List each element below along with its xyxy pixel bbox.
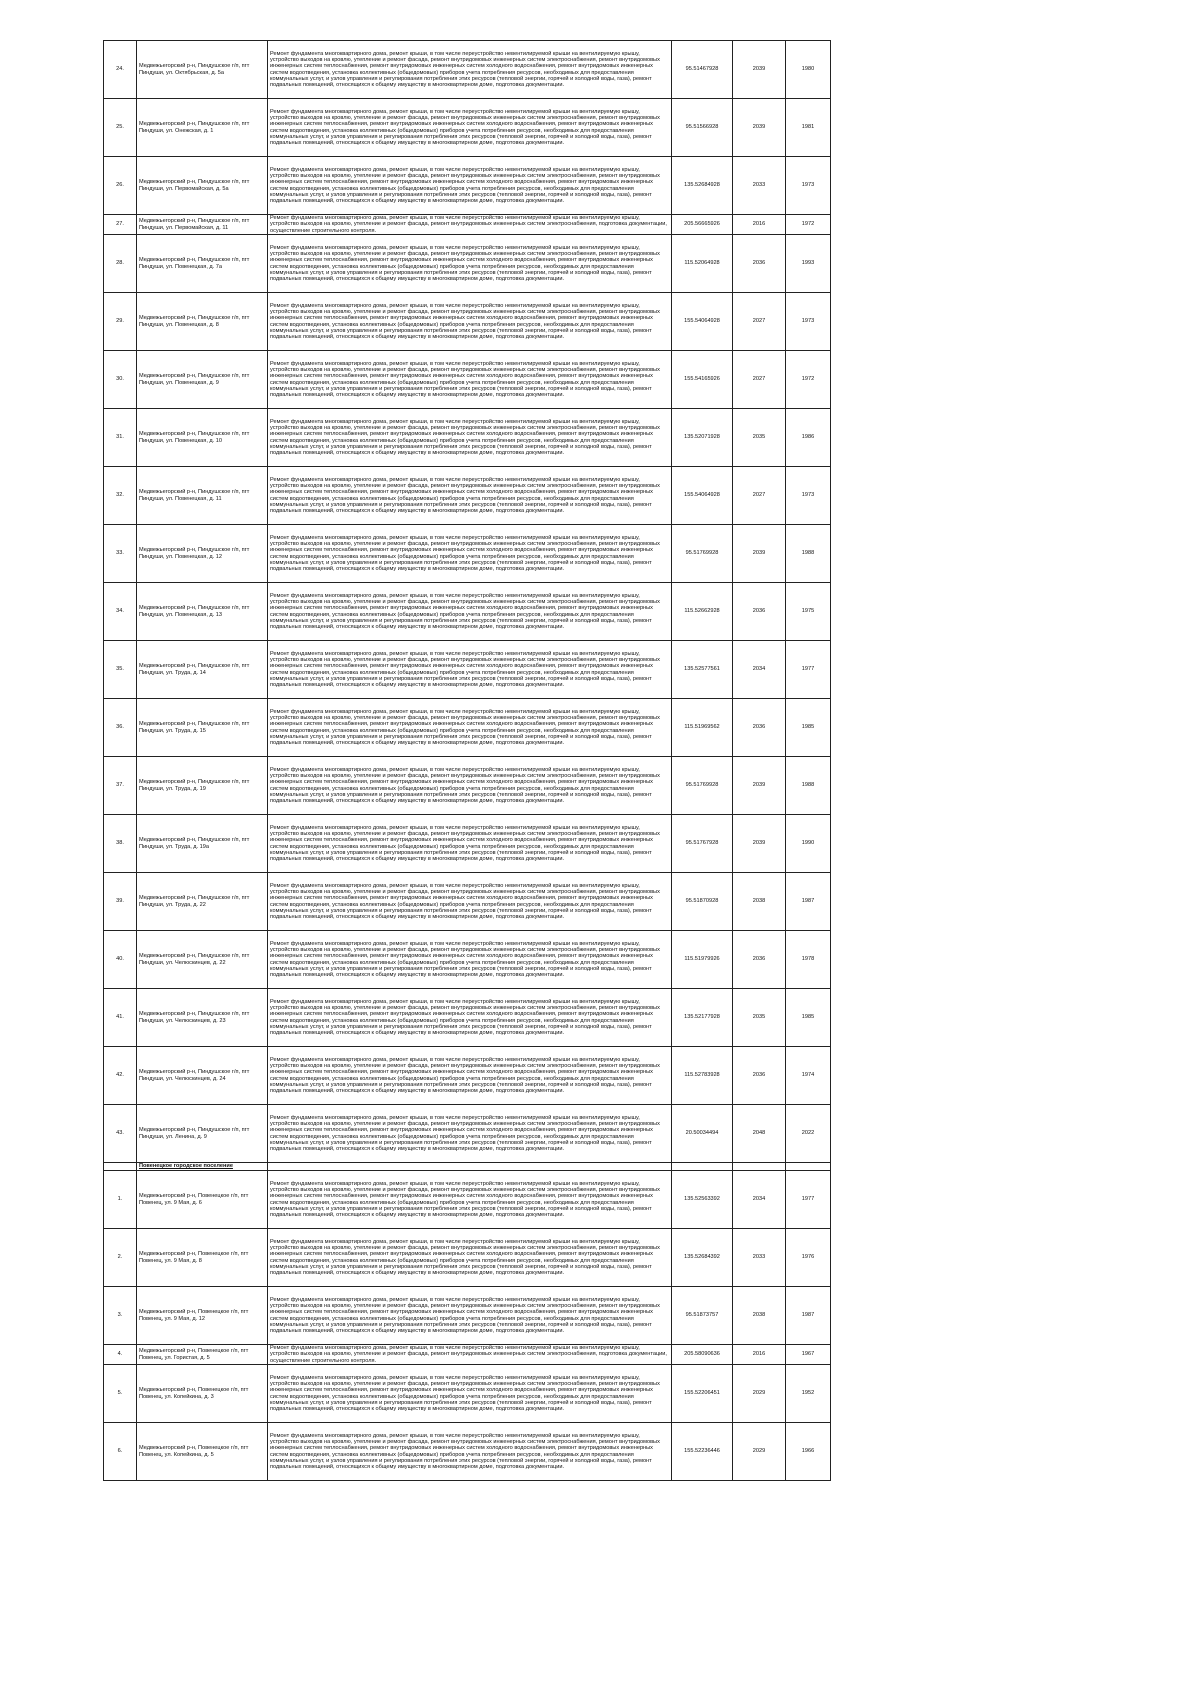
row-cost: 115.51979926 (672, 931, 733, 989)
row-work-description (268, 583, 672, 641)
row-address: Медвежьегорский р-н, Пиндушское г/п, пгт Пиндуши, ул. Первомайская, д. 11 (137, 215, 268, 235)
row-built-year: 1973 (786, 467, 831, 525)
row-plan-year: 2039 (733, 41, 786, 99)
row-work-description (268, 1423, 672, 1481)
row-number: 33. (104, 525, 137, 583)
row-built-year: 1972 (786, 215, 831, 235)
row-cost: 95.51767928 (672, 815, 733, 873)
row-number: 40. (104, 931, 137, 989)
row-address: Медвежьегорский р-н, Пиндушское г/п, пгт Пиндуши, ул. Повенецкая, д. 9 (137, 351, 268, 409)
row-built-year: 1993 (786, 235, 831, 293)
work-text: Ремонт фундамента многоквартирного дома, ремонт крыши, в том числе переустройство невентилируемой крыши на вентилируемую крышу, устройство выходов на кровлю, утепление и ремонт фасада, ремонт внутридомовых инженерных систем электроснабжения, ремонт внутридомовых инженерных систем теплоснабжения, ремонт внутридомовых инженерных систем холодного водоснабжения, ремонт внутридомовых инженерных систем водоотведения, установка коллективных (общедомовых) приборов учета потребления ресурсов, необходимых для предоставления коммунальных услуг, и узлов управления и регулирования потребления этих ресурсов (тепловой энергии, горячей и холодной воды, газа), ремонт подвальных помещений, относящихся к общему имуществу в многоквартирном доме, подготовка документации. (270, 593, 660, 630)
row-address: Медвежьегорский р-н, Пиндушское г/п, пгт Пиндуши, ул. Первомайская, д. 5а (137, 157, 268, 215)
work-text: Ремонт фундамента многоквартирного дома, ремонт крыши, в том числе переустройство невентилируемой крыши на вентилируемую крышу, устройство выходов на кровлю, утепление и ремонт фасада, ремонт внутридомовых инженерных систем электроснабжения, ремонт внутридомовых инженерных систем теплоснабжения, ремонт внутридомовых инженерных систем холодного водоснабжения, ремонт внутридомовых инженерных систем водоотведения, установка коллективных (общедомовых) приборов учета потребления ресурсов, необходимых для предоставления коммунальных услуг, и узлов управления и регулирования потребления этих ресурсов (тепловой энергии, горячей и холодной воды, газа), ремонт подвальных помещений, относящихся к общему имуществу в многоквартирном доме, подготовка документации. (270, 167, 660, 204)
row-number: 2. (104, 1229, 137, 1287)
row-number: 5. (104, 1365, 137, 1423)
row-plan-year: 2027 (733, 467, 786, 525)
row-cost: 115.52662928 (672, 583, 733, 641)
row-number: 37. (104, 757, 137, 815)
section-header (104, 1163, 831, 1171)
row-address: Медвежьегорский р-н, Пиндушское г/п, пгт Пиндуши, ул. Повенецкая, д. 8 (137, 293, 268, 351)
row-built-year: 1987 (786, 1287, 831, 1345)
row-plan-year: 2016 (733, 1345, 786, 1365)
row-plan-year: 2038 (733, 873, 786, 931)
row-number: 38. (104, 815, 137, 873)
row-built-year: 1978 (786, 931, 831, 989)
work-text: Ремонт фундамента многоквартирного дома, ремонт крыши, в том числе переустройство невентилируемой крыши на вентилируемую крышу, устройство выходов на кровлю, утепление и ремонт фасада, ремонт внутридомовых инженерных систем электроснабжения, подготовка документации, осуществление строительного контроля. (270, 1345, 667, 1364)
row-work-description (268, 1047, 672, 1105)
work-text: Ремонт фундамента многоквартирного дома, ремонт крыши, в том числе переустройство невентилируемой крыши на вентилируемую крышу, устройство выходов на кровлю, утепление и ремонт фасада, ремонт внутридомовых инженерных систем электроснабжения, ремонт внутридомовых инженерных систем теплоснабжения, ремонт внутридомовых инженерных систем холодного водоснабжения, ремонт внутридомовых инженерных систем водоотведения, установка коллективных (общедомовых) приборов учета потребления ресурсов, необходимых для предоставления коммунальных услуг, и узлов управления и регулирования потребления этих ресурсов (тепловой энергии, горячей и холодной воды, газа), ремонт подвальных помещений, относящихся к общему имуществу в многоквартирном доме, подготовка документации. (270, 825, 660, 862)
row-plan-year: 2034 (733, 641, 786, 699)
row-built-year: 1985 (786, 989, 831, 1047)
table-row (104, 1229, 831, 1287)
row-number: 4. (104, 1345, 137, 1365)
table-row (104, 467, 831, 525)
row-work-description (268, 1345, 672, 1365)
row-built-year: 1987 (786, 873, 831, 931)
row-number: 41. (104, 989, 137, 1047)
row-work-description (268, 1365, 672, 1423)
row-number: 30. (104, 351, 137, 409)
table-row (104, 1047, 831, 1105)
row-cost: 95.51769928 (672, 525, 733, 583)
row-number: 27. (104, 215, 137, 235)
row-cost: 155.54064928 (672, 467, 733, 525)
row-work-description (268, 641, 672, 699)
row-work-description (268, 235, 672, 293)
row-work-description (268, 215, 672, 235)
row-plan-year: 2036 (733, 931, 786, 989)
row-cost: 135.52684928 (672, 157, 733, 215)
table-row (104, 525, 831, 583)
row-number: 43. (104, 1105, 137, 1163)
work-text: Ремонт фундамента многоквартирного дома, ремонт крыши, в том числе переустройство невентилируемой крыши на вентилируемую крышу, устройство выходов на кровлю, утепление и ремонт фасада, ремонт внутридомовых инженерных систем электроснабжения, ремонт внутридомовых инженерных систем теплоснабжения, ремонт внутридомовых инженерных систем холодного водоснабжения, ремонт внутридомовых инженерных систем водоотведения, установка коллективных (общедомовых) приборов учета потребления ресурсов, необходимых для предоставления коммунальных услуг, и узлов управления и регулирования потребления этих ресурсов (тепловой энергии, горячей и холодной воды, газа), ремонт подвальных помещений, относящихся к общему имуществу в многоквартирном доме, подготовка документации. (270, 1375, 660, 1412)
table-row (104, 1365, 831, 1423)
row-number: 24. (104, 41, 137, 99)
table-row (104, 1105, 831, 1163)
row-built-year: 1973 (786, 157, 831, 215)
work-text: Ремонт фундамента многоквартирного дома, ремонт крыши, в том числе переустройство невентилируемой крыши на вентилируемую крышу, устройство выходов на кровлю, утепление и ремонт фасада, ремонт внутридомовых инженерных систем электроснабжения, ремонт внутридомовых инженерных систем теплоснабжения, ремонт внутридомовых инженерных систем холодного водоснабжения, ремонт внутридомовых инженерных систем водоотведения, установка коллективных (общедомовых) приборов учета потребления ресурсов, необходимых для предоставления коммунальных услуг, и узлов управления и регулирования потребления этих ресурсов (тепловой энергии, горячей и холодной воды, газа), ремонт подвальных помещений, относящихся к общему имуществу в многоквартирном доме, подготовка документации. (270, 1181, 660, 1218)
row-built-year: 1976 (786, 1229, 831, 1287)
row-address: Медвежьегорский р-н, Пиндушское г/п, пгт Пиндуши, ул. Повенецкая, д. 13 (137, 583, 268, 641)
row-cost: 135.52684392 (672, 1229, 733, 1287)
row-cost: 95.51769928 (672, 757, 733, 815)
row-work-description (268, 351, 672, 409)
row-number: 36. (104, 699, 137, 757)
row-plan-year: 2033 (733, 157, 786, 215)
row-work-description (268, 931, 672, 989)
row-work-description (268, 699, 672, 757)
row-cost: 205.58090636 (672, 1345, 733, 1365)
table-row (104, 351, 831, 409)
row-address: Медвежьегорский р-н, Повенецкое г/п, пгт Повенец, ул. Копейкина, д. 5 (137, 1423, 268, 1481)
row-number: 3. (104, 1287, 137, 1345)
row-plan-year: 2035 (733, 989, 786, 1047)
row-cost: 115.51969562 (672, 699, 733, 757)
work-text: Ремонт фундамента многоквартирного дома, ремонт крыши, в том числе переустройство невентилируемой крыши на вентилируемую крышу, устройство выходов на кровлю, утепление и ремонт фасада, ремонт внутридомовых инженерных систем электроснабжения, ремонт внутридомовых инженерных систем теплоснабжения, ремонт внутридомовых инженерных систем холодного водоснабжения, ремонт внутридомовых инженерных систем водоотведения, установка коллективных (общедомовых) приборов учета потребления ресурсов, необходимых для предоставления коммунальных услуг, и узлов управления и регулирования потребления этих ресурсов (тепловой энергии, горячей и холодной воды, газа), ремонт подвальных помещений, относящихся к общему имуществу в многоквартирном доме, подготовка документации. (270, 709, 660, 746)
section-plan-cell (733, 1163, 786, 1171)
table-row (104, 157, 831, 215)
table-row (104, 757, 831, 815)
row-plan-year: 2039 (733, 815, 786, 873)
row-built-year: 2022 (786, 1105, 831, 1163)
row-number: 31. (104, 409, 137, 467)
row-address: Медвежьегорский р-н, Повенецкое г/п, пгт Повенец, ул. 9 Мая, д. 12 (137, 1287, 268, 1345)
row-work-description (268, 409, 672, 467)
work-text: Ремонт фундамента многоквартирного дома, ремонт крыши, в том числе переустройство невентилируемой крыши на вентилируемую крышу, устройство выходов на кровлю, утепление и ремонт фасада, ремонт внутридомовых инженерных систем электроснабжения, ремонт внутридомовых инженерных систем теплоснабжения, ремонт внутридомовых инженерных систем холодного водоснабжения, ремонт внутридомовых инженерных систем водоотведения, установка коллективных (общедомовых) приборов учета потребления ресурсов, необходимых для предоставления коммунальных услуг, и узлов управления и регулирования потребления этих ресурсов (тепловой энергии, горячей и холодной воды, газа), ремонт подвальных помещений, относящихся к общему имуществу в многоквартирном доме, подготовка документации. (270, 883, 660, 920)
row-number: 29. (104, 293, 137, 351)
work-text: Ремонт фундамента многоквартирного дома, ремонт крыши, в том числе переустройство невентилируемой крыши на вентилируемую крышу, устройство выходов на кровлю, утепление и ремонт фасада, ремонт внутридомовых инженерных систем электроснабжения, ремонт внутридомовых инженерных систем теплоснабжения, ремонт внутридомовых инженерных систем холодного водоснабжения, ремонт внутридомовых инженерных систем водоотведения, установка коллективных (общедомовых) приборов учета потребления ресурсов, необходимых для предоставления коммунальных услуг, и узлов управления и регулирования потребления этих ресурсов (тепловой энергии, горячей и холодной воды, газа), ремонт подвальных помещений, относящихся к общему имуществу в многоквартирном доме, подготовка документации. (270, 109, 660, 146)
row-plan-year: 2039 (733, 525, 786, 583)
row-plan-year: 2027 (733, 293, 786, 351)
row-built-year: 1988 (786, 525, 831, 583)
section-cost-cell (672, 1163, 733, 1171)
row-cost: 155.54064928 (672, 293, 733, 351)
work-text: Ремонт фундамента многоквартирного дома, ремонт крыши, в том числе переустройство невентилируемой крыши на вентилируемую крышу, устройство выходов на кровлю, утепление и ремонт фасада, ремонт внутридомовых инженерных систем электроснабжения, ремонт внутридомовых инженерных систем теплоснабжения, ремонт внутридомовых инженерных систем холодного водоснабжения, ремонт внутридомовых инженерных систем водоотведения, установка коллективных (общедомовых) приборов учета потребления ресурсов, необходимых для предоставления коммунальных услуг, и узлов управления и регулирования потребления этих ресурсов (тепловой энергии, горячей и холодной воды, газа), ремонт подвальных помещений, относящихся к общему имуществу в многоквартирном доме, подготовка документации. (270, 245, 660, 282)
row-cost: 135.52177928 (672, 989, 733, 1047)
row-number: 32. (104, 467, 137, 525)
table-row (104, 699, 831, 757)
row-plan-year: 2035 (733, 409, 786, 467)
row-built-year: 1973 (786, 293, 831, 351)
table-row (104, 99, 831, 157)
row-work-description (268, 757, 672, 815)
work-text: Ремонт фундамента многоквартирного дома, ремонт крыши, в том числе переустройство невентилируемой крыши на вентилируемую крышу, устройство выходов на кровлю, утепление и ремонт фасада, ремонт внутридомовых инженерных систем электроснабжения, ремонт внутридомовых инженерных систем теплоснабжения, ремонт внутридомовых инженерных систем холодного водоснабжения, ремонт внутридомовых инженерных систем водоотведения, установка коллективных (общедомовых) приборов учета потребления ресурсов, необходимых для предоставления коммунальных услуг, и узлов управления и регулирования потребления этих ресурсов (тепловой энергии, горячей и холодной воды, газа), ремонт подвальных помещений, относящихся к общему имуществу в многоквартирном доме, подготовка документации. (270, 767, 660, 804)
row-address: Медвежьегорский р-н, Пиндушское г/п, пгт Пиндуши, ул. Труда, д. 19 (137, 757, 268, 815)
work-text: Ремонт фундамента многоквартирного дома, ремонт крыши, в том числе переустройство невентилируемой крыши на вентилируемую крышу, устройство выходов на кровлю, утепление и ремонт фасада, ремонт внутридомовых инженерных систем электроснабжения, ремонт внутридомовых инженерных систем теплоснабжения, ремонт внутридомовых инженерных систем холодного водоснабжения, ремонт внутридомовых инженерных систем водоотведения, установка коллективных (общедомовых) приборов учета потребления ресурсов, необходимых для предоставления коммунальных услуг, и узлов управления и регулирования потребления этих ресурсов (тепловой энергии, горячей и холодной воды, газа), ремонт подвальных помещений, относящихся к общему имуществу в многоквартирном доме, подготовка документации. (270, 303, 660, 340)
work-text: Ремонт фундамента многоквартирного дома, ремонт крыши, в том числе переустройство невентилируемой крыши на вентилируемую крышу, устройство выходов на кровлю, утепление и ремонт фасада, ремонт внутридомовых инженерных систем электроснабжения, ремонт внутридомовых инженерных систем теплоснабжения, ремонт внутридомовых инженерных систем холодного водоснабжения, ремонт внутридомовых инженерных систем водоотведения, установка коллективных (общедомовых) приборов учета потребления ресурсов, необходимых для предоставления коммунальных услуг, и узлов управления и регулирования потребления этих ресурсов (тепловой энергии, горячей и холодной воды, газа), ремонт подвальных помещений, относящихся к общему имуществу в многоквартирном доме, подготовка документации. (270, 651, 660, 688)
row-number: 42. (104, 1047, 137, 1105)
row-number: 39. (104, 873, 137, 931)
work-text: Ремонт фундамента многоквартирного дома, ремонт крыши, в том числе переустройство невентилируемой крыши на вентилируемую крышу, устройство выходов на кровлю, утепление и ремонт фасада, ремонт внутридомовых инженерных систем электроснабжения, ремонт внутридомовых инженерных систем теплоснабжения, ремонт внутридомовых инженерных систем холодного водоснабжения, ремонт внутридомовых инженерных систем водоотведения, установка коллективных (общедомовых) приборов учета потребления ресурсов, необходимых для предоставления коммунальных услуг, и узлов управления и регулирования потребления этих ресурсов (тепловой энергии, горячей и холодной воды, газа), ремонт подвальных помещений, относящихся к общему имуществу в многоквартирном доме, подготовка документации. (270, 1115, 660, 1152)
row-cost: 135.52563392 (672, 1171, 733, 1229)
row-built-year: 1952 (786, 1365, 831, 1423)
table-row (104, 583, 831, 641)
row-work-description (268, 1105, 672, 1163)
work-text: Ремонт фундамента многоквартирного дома, ремонт крыши, в том числе переустройство невентилируемой крыши на вентилируемую крышу, устройство выходов на кровлю, утепление и ремонт фасада, ремонт внутридомовых инженерных систем электроснабжения, ремонт внутридомовых инженерных систем теплоснабжения, ремонт внутридомовых инженерных систем холодного водоснабжения, ремонт внутридомовых инженерных систем водоотведения, установка коллективных (общедомовых) приборов учета потребления ресурсов, необходимых для предоставления коммунальных услуг, и узлов управления и регулирования потребления этих ресурсов (тепловой энергии, горячей и холодной воды, газа), ремонт подвальных помещений, относящихся к общему имуществу в многоквартирном доме, подготовка документации. (270, 535, 660, 572)
table-row (104, 873, 831, 931)
table-row (104, 989, 831, 1047)
capital-repair-table (103, 40, 831, 1481)
row-address: Медвежьегорский р-н, Пиндушское г/п, пгт Пиндуши, ул. Труда, д. 22 (137, 873, 268, 931)
row-built-year: 1967 (786, 1345, 831, 1365)
table-row (104, 1171, 831, 1229)
row-work-description (268, 1287, 672, 1345)
row-cost: 95.51873757 (672, 1287, 733, 1345)
section-num-cell (104, 1163, 137, 1171)
row-built-year: 1974 (786, 1047, 831, 1105)
table-row (104, 931, 831, 989)
row-work-description (268, 1229, 672, 1287)
row-address: Медвежьегорский р-н, Пиндушское г/п, пгт Пиндуши, ул. Труда, д. 19а (137, 815, 268, 873)
section-work-cell (268, 1163, 672, 1171)
row-built-year: 1988 (786, 757, 831, 815)
table-row (104, 1287, 831, 1345)
row-built-year: 1972 (786, 351, 831, 409)
row-built-year: 1966 (786, 1423, 831, 1481)
row-address: Медвежьегорский р-н, Пиндушское г/п, пгт Пиндуши, ул. Труда, д. 15 (137, 699, 268, 757)
row-cost: 95.51870928 (672, 873, 733, 931)
row-plan-year: 2036 (733, 1047, 786, 1105)
row-work-description (268, 99, 672, 157)
row-address: Медвежьегорский р-н, Пиндушское г/п, пгт Пиндуши, ул. Онежская, д. 1 (137, 99, 268, 157)
table-row (104, 215, 831, 235)
row-built-year: 1980 (786, 41, 831, 99)
section-row (104, 1163, 831, 1171)
work-text: Ремонт фундамента многоквартирного дома, ремонт крыши, в том числе переустройство невентилируемой крыши на вентилируемую крышу, устройство выходов на кровлю, утепление и ремонт фасада, ремонт внутридомовых инженерных систем электроснабжения, ремонт внутридомовых инженерных систем теплоснабжения, ремонт внутридомовых инженерных систем холодного водоснабжения, ремонт внутридомовых инженерных систем водоотведения, установка коллективных (общедомовых) приборов учета потребления ресурсов, необходимых для предоставления коммунальных услуг, и узлов управления и регулирования потребления этих ресурсов (тепловой энергии, горячей и холодной воды, газа), ремонт подвальных помещений, относящихся к общему имуществу в многоквартирном доме, подготовка документации. (270, 361, 660, 398)
table-row (104, 409, 831, 467)
row-number: 35. (104, 641, 137, 699)
row-plan-year: 2039 (733, 99, 786, 157)
table-row (104, 1345, 831, 1365)
row-cost: 155.52236446 (672, 1423, 733, 1481)
row-address: Медвежьегорский р-н, Пиндушское г/п, пгт Пиндуши, ул. Челюскинцев, д. 24 (137, 1047, 268, 1105)
row-plan-year: 2029 (733, 1365, 786, 1423)
work-text: Ремонт фундамента многоквартирного дома, ремонт крыши, в том числе переустройство невентилируемой крыши на вентилируемую крышу, устройство выходов на кровлю, утепление и ремонт фасада, ремонт внутридомовых инженерных систем электроснабжения, ремонт внутридомовых инженерных систем теплоснабжения, ремонт внутридомовых инженерных систем холодного водоснабжения, ремонт внутридомовых инженерных систем водоотведения, установка коллективных (общедомовых) приборов учета потребления ресурсов, необходимых для предоставления коммунальных услуг, и узлов управления и регулирования потребления этих ресурсов (тепловой энергии, горячей и холодной воды, газа), ремонт подвальных помещений, относящихся к общему имуществу в многоквартирном доме, подготовка документации. (270, 51, 660, 88)
row-work-description (268, 1171, 672, 1229)
row-built-year: 1977 (786, 1171, 831, 1229)
row-built-year: 1990 (786, 815, 831, 873)
row-work-description (268, 525, 672, 583)
row-work-description (268, 873, 672, 931)
row-plan-year: 2039 (733, 757, 786, 815)
row-work-description (268, 293, 672, 351)
section-built-cell (786, 1163, 831, 1171)
row-cost: 205.56665926 (672, 215, 733, 235)
work-text: Ремонт фундамента многоквартирного дома, ремонт крыши, в том числе переустройство невентилируемой крыши на вентилируемую крышу, устройство выходов на кровлю, утепление и ремонт фасада, ремонт внутридомовых инженерных систем электроснабжения, подготовка документации, осуществление строительного контроля. (270, 215, 667, 234)
row-built-year: 1986 (786, 409, 831, 467)
row-address: Медвежьегорский р-н, Пиндушское г/п, пгт Пиндуши, ул. Повенецкая, д. 10 (137, 409, 268, 467)
row-plan-year: 2048 (733, 1105, 786, 1163)
table-row (104, 293, 831, 351)
row-cost: 135.52071928 (672, 409, 733, 467)
row-address: Медвежьегорский р-н, Повенецкое г/п, пгт Повенец, ул. 9 Мая, д. 8 (137, 1229, 268, 1287)
row-address: Медвежьегорский р-н, Повенецкое г/п, пгт Повенец, ул. Гористая, д. 5 (137, 1345, 268, 1365)
row-plan-year: 2029 (733, 1423, 786, 1481)
row-work-description (268, 815, 672, 873)
row-plan-year: 2036 (733, 235, 786, 293)
work-text: Ремонт фундамента многоквартирного дома, ремонт крыши, в том числе переустройство невентилируемой крыши на вентилируемую крышу, устройство выходов на кровлю, утепление и ремонт фасада, ремонт внутридомовых инженерных систем электроснабжения, ремонт внутридомовых инженерных систем теплоснабжения, ремонт внутридомовых инженерных систем холодного водоснабжения, ремонт внутридомовых инженерных систем водоотведения, установка коллективных (общедомовых) приборов учета потребления ресурсов, необходимых для предоставления коммунальных услуг, и узлов управления и регулирования потребления этих ресурсов (тепловой энергии, горячей и холодной воды, газа), ремонт подвальных помещений, относящихся к общему имуществу в многоквартирном доме, подготовка документации. (270, 1297, 660, 1334)
row-plan-year: 2034 (733, 1171, 786, 1229)
row-cost: 95.51566928 (672, 99, 733, 157)
row-cost: 115.52064928 (672, 235, 733, 293)
row-built-year: 1981 (786, 99, 831, 157)
row-address: Медвежьегорский р-н, Пиндушское г/п, пгт Пиндуши, ул. Повенецкая, д. 12 (137, 525, 268, 583)
table-row (104, 41, 831, 99)
row-address: Медвежьегорский р-н, Пиндушское г/п, пгт Пиндуши, ул. Повенецкая, д. 11 (137, 467, 268, 525)
row-plan-year: 2016 (733, 215, 786, 235)
row-plan-year: 2036 (733, 583, 786, 641)
row-built-year: 1975 (786, 583, 831, 641)
work-text: Ремонт фундамента многоквартирного дома, ремонт крыши, в том числе переустройство невентилируемой крыши на вентилируемую крышу, устройство выходов на кровлю, утепление и ремонт фасада, ремонт внутридомовых инженерных систем электроснабжения, ремонт внутридомовых инженерных систем теплоснабжения, ремонт внутридомовых инженерных систем холодного водоснабжения, ремонт внутридомовых инженерных систем водоотведения, установка коллективных (общедомовых) приборов учета потребления ресурсов, необходимых для предоставления коммунальных услуг, и узлов управления и регулирования потребления этих ресурсов (тепловой энергии, горячей и холодной воды, газа), ремонт подвальных помещений, относящихся к общему имуществу в многоквартирном доме, подготовка документации. (270, 1433, 660, 1470)
row-built-year: 1985 (786, 699, 831, 757)
work-text: Ремонт фундамента многоквартирного дома, ремонт крыши, в том числе переустройство невентилируемой крыши на вентилируемую крышу, устройство выходов на кровлю, утепление и ремонт фасада, ремонт внутридомовых инженерных систем электроснабжения, ремонт внутридомовых инженерных систем теплоснабжения, ремонт внутридомовых инженерных систем холодного водоснабжения, ремонт внутридомовых инженерных систем водоотведения, установка коллективных (общедомовых) приборов учета потребления ресурсов, необходимых для предоставления коммунальных услуг, и узлов управления и регулирования потребления этих ресурсов (тепловой энергии, горячей и холодной воды, газа), ремонт подвальных помещений, относящихся к общему имуществу в многоквартирном доме, подготовка документации. (270, 1057, 660, 1094)
table-row (104, 815, 831, 873)
row-number: 34. (104, 583, 137, 641)
row-number: 6. (104, 1423, 137, 1481)
section-title: Повенецкое городское поселение (137, 1163, 268, 1171)
work-text: Ремонт фундамента многоквартирного дома, ремонт крыши, в том числе переустройство невентилируемой крыши на вентилируемую крышу, устройство выходов на кровлю, утепление и ремонт фасада, ремонт внутридомовых инженерных систем электроснабжения, ремонт внутридомовых инженерных систем теплоснабжения, ремонт внутридомовых инженерных систем холодного водоснабжения, ремонт внутридомовых инженерных систем водоотведения, установка коллективных (общедомовых) приборов учета потребления ресурсов, необходимых для предоставления коммунальных услуг, и узлов управления и регулирования потребления этих ресурсов (тепловой энергии, горячей и холодной воды, газа), ремонт подвальных помещений, относящихся к общему имуществу в многоквартирном доме, подготовка документации. (270, 1239, 660, 1276)
work-text: Ремонт фундамента многоквартирного дома, ремонт крыши, в том числе переустройство невентилируемой крыши на вентилируемую крышу, устройство выходов на кровлю, утепление и ремонт фасада, ремонт внутридомовых инженерных систем электроснабжения, ремонт внутридомовых инженерных систем теплоснабжения, ремонт внутридомовых инженерных систем холодного водоснабжения, ремонт внутридомовых инженерных систем водоотведения, установка коллективных (общедомовых) приборов учета потребления ресурсов, необходимых для предоставления коммунальных услуг, и узлов управления и регулирования потребления этих ресурсов (тепловой энергии, горячей и холодной воды, газа), ремонт подвальных помещений, относящихся к общему имуществу в многоквартирном доме, подготовка документации. (270, 999, 660, 1036)
row-address: Медвежьегорский р-н, Пиндушское г/п, пгт Пиндуши, ул. Повенецкая, д. 7а (137, 235, 268, 293)
row-address: Медвежьегорский р-н, Повенецкое г/п, пгт Повенец, ул. 9 Мая, д. 6 (137, 1171, 268, 1229)
row-address: Медвежьегорский р-н, Повенецкое г/п, пгт Повенец, ул. Копейкина, д. 3 (137, 1365, 268, 1423)
row-address: Медвежьегорский р-н, Пиндушское г/п, пгт Пиндуши, ул. Октябрьская, д. 5а (137, 41, 268, 99)
row-plan-year: 2027 (733, 351, 786, 409)
row-work-description (268, 989, 672, 1047)
row-number: 28. (104, 235, 137, 293)
row-cost: 135.52577561 (672, 641, 733, 699)
row-address: Медвежьегорский р-н, Пиндушское г/п, пгт Пиндуши, ул. Челюскинцев, д. 23 (137, 989, 268, 1047)
work-text: Ремонт фундамента многоквартирного дома, ремонт крыши, в том числе переустройство невентилируемой крыши на вентилируемую крышу, устройство выходов на кровлю, утепление и ремонт фасада, ремонт внутридомовых инженерных систем электроснабжения, ремонт внутридомовых инженерных систем теплоснабжения, ремонт внутридомовых инженерных систем холодного водоснабжения, ремонт внутридомовых инженерных систем водоотведения, установка коллективных (общедомовых) приборов учета потребления ресурсов, необходимых для предоставления коммунальных услуг, и узлов управления и регулирования потребления этих ресурсов (тепловой энергии, горячей и холодной воды, газа), ремонт подвальных помещений, относящихся к общему имуществу в многоквартирном доме, подготовка документации. (270, 941, 660, 978)
row-cost: 115.52783928 (672, 1047, 733, 1105)
row-work-description (268, 41, 672, 99)
row-plan-year: 2036 (733, 699, 786, 757)
row-cost: 155.52206451 (672, 1365, 733, 1423)
row-number: 25. (104, 99, 137, 157)
row-work-description (268, 467, 672, 525)
row-plan-year: 2038 (733, 1287, 786, 1345)
row-built-year: 1977 (786, 641, 831, 699)
row-cost: 20.50034494 (672, 1105, 733, 1163)
row-cost: 155.54165926 (672, 351, 733, 409)
row-address: Медвежьегорский р-н, Пиндушское г/п, пгт Пиндуши, ул. Ленина, д. 9 (137, 1105, 268, 1163)
row-number: 1. (104, 1171, 137, 1229)
table-row (104, 235, 831, 293)
row-address: Медвежьегорский р-н, Пиндушское г/п, пгт Пиндуши, ул. Труда, д. 14 (137, 641, 268, 699)
row-plan-year: 2033 (733, 1229, 786, 1287)
row-work-description (268, 157, 672, 215)
row-cost: 95.51467928 (672, 41, 733, 99)
work-text: Ремонт фундамента многоквартирного дома, ремонт крыши, в том числе переустройство невентилируемой крыши на вентилируемую крышу, устройство выходов на кровлю, утепление и ремонт фасада, ремонт внутридомовых инженерных систем электроснабжения, ремонт внутридомовых инженерных систем теплоснабжения, ремонт внутридомовых инженерных систем холодного водоснабжения, ремонт внутридомовых инженерных систем водоотведения, установка коллективных (общедомовых) приборов учета потребления ресурсов, необходимых для предоставления коммунальных услуг, и узлов управления и регулирования потребления этих ресурсов (тепловой энергии, горячей и холодной воды, газа), ремонт подвальных помещений, относящихся к общему имуществу в многоквартирном доме, подготовка документации. (270, 477, 660, 514)
table-row (104, 1423, 831, 1481)
povenets-rows (104, 1171, 831, 1481)
table-row (104, 641, 831, 699)
work-text: Ремонт фундамента многоквартирного дома, ремонт крыши, в том числе переустройство невентилируемой крыши на вентилируемую крышу, устройство выходов на кровлю, утепление и ремонт фасада, ремонт внутридомовых инженерных систем электроснабжения, ремонт внутридомовых инженерных систем теплоснабжения, ремонт внутридомовых инженерных систем холодного водоснабжения, ремонт внутридомовых инженерных систем водоотведения, установка коллективных (общедомовых) приборов учета потребления ресурсов, необходимых для предоставления коммунальных услуг, и узлов управления и регулирования потребления этих ресурсов (тепловой энергии, горячей и холодной воды, газа), ремонт подвальных помещений, относящихся к общему имуществу в многоквартирном доме, подготовка документации. (270, 419, 660, 456)
pindushi-rows (104, 41, 831, 1163)
row-address: Медвежьегорский р-н, Пиндушское г/п, пгт Пиндуши, ул. Челюскинцев, д. 22 (137, 931, 268, 989)
row-number: 26. (104, 157, 137, 215)
